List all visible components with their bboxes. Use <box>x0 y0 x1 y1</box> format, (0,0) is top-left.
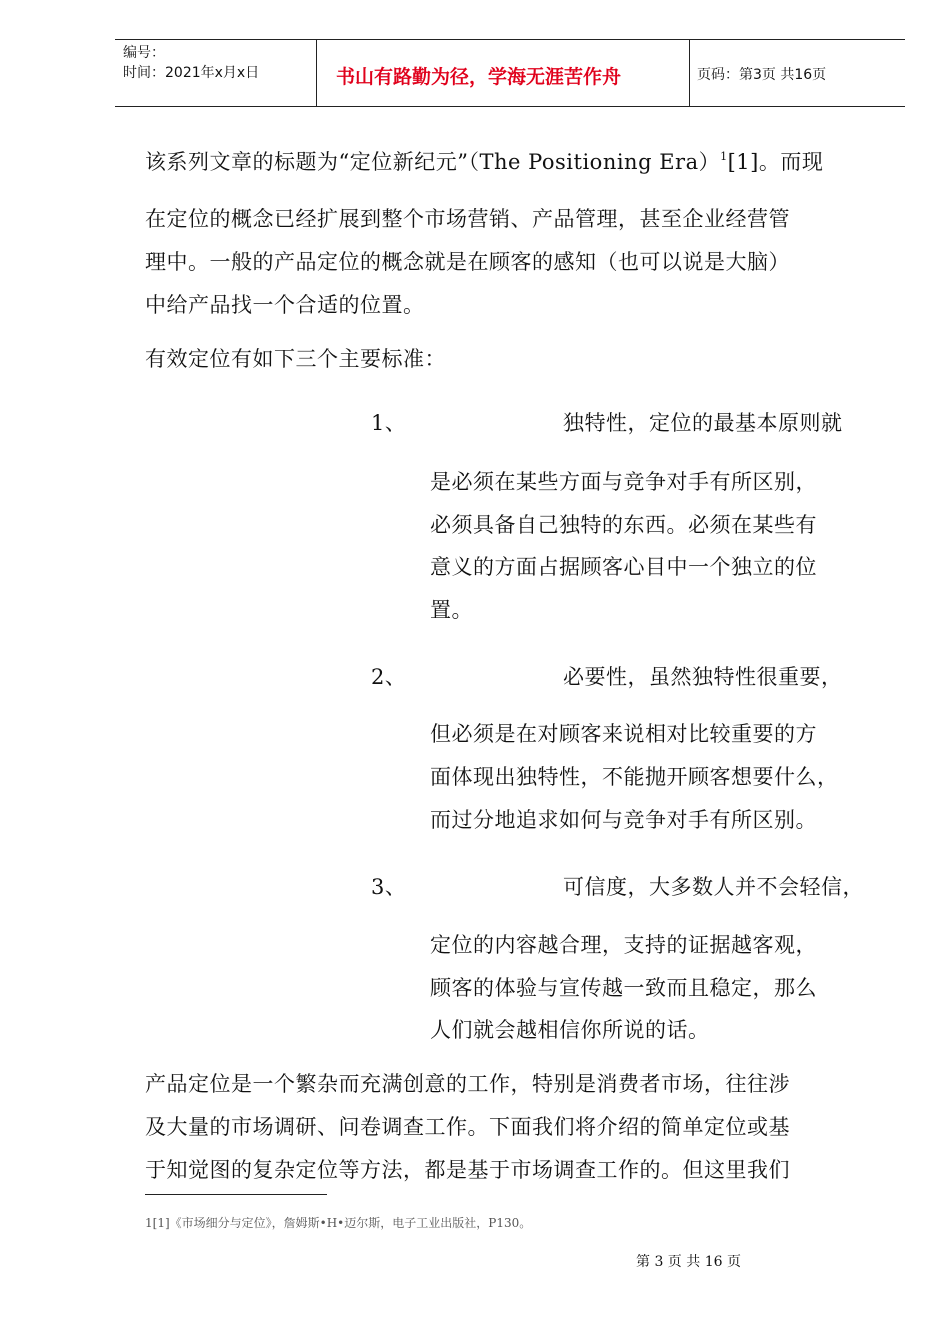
item-2-number: 2、 <box>371 665 407 689</box>
header-top-rule <box>115 39 905 40</box>
header-bottom-rule <box>115 106 905 107</box>
closing-line-2: 及大量的市场调研、问卷调查工作。下面我们将介绍的简单定位或基 <box>145 1115 790 1139</box>
item-3-line-2: 顾客的体验与宣传越一致而且稳定，那么 <box>430 976 817 1000</box>
header-divider-left <box>316 39 317 107</box>
item-2-line-3: 而过分地追求如何与竞争对手有所区别。 <box>430 808 817 832</box>
item-2-line-1: 但必须是在对顾客来说相对比较重要的方 <box>430 722 817 746</box>
item-3-line-3: 人们就会越相信你所说的话。 <box>430 1018 710 1042</box>
item-1-line-2: 必须具备自己独特的东西。必须在某些有 <box>430 513 817 537</box>
item-1-number: 1、 <box>371 411 407 435</box>
intro-line-4: 中给产品找一个合适的位置。 <box>145 293 425 317</box>
header-time-label: 时间：2021年x月x日 <box>123 65 260 81</box>
footer-page-number: 第 3 页 共 16 页 <box>636 1254 741 1270</box>
item-1-line-1: 是必须在某些方面与竞争对手有所区别， <box>430 470 817 494</box>
intro-line-2: 在定位的概念已经扩展到整个市场营销、产品管理，甚至企业经营管 <box>145 207 790 231</box>
standards-lead: 有效定位有如下三个主要标准： <box>145 347 446 371</box>
footnote-text: 1[1]《市场细分与定位》，詹姆斯•H•迈尔斯，电子工业出版社，P130。 <box>145 1216 532 1230</box>
item-3-line-1: 定位的内容越合理，支持的证据越客观， <box>430 933 817 957</box>
footnote-reference-mark[interactable]: 1 <box>720 150 728 163</box>
item-1-line-4: 置。 <box>430 598 473 622</box>
header-divider-right <box>689 39 690 107</box>
item-1-line-3: 意义的方面占据顾客心目中一个独立的位 <box>430 555 817 579</box>
footnote-separator <box>145 1194 327 1195</box>
item-3-number: 3、 <box>371 875 407 899</box>
intro-line-1 <box>145 146 823 176</box>
header-number-label: 编号： <box>123 45 165 61</box>
intro-line-1-text-b: [1]。而现 <box>727 150 824 174</box>
intro-line-3: 理中。一般的产品定位的概念就是在顾客的感知（也可以说是大脑） <box>145 250 790 274</box>
item-1-heading: 独特性，定位的最基本原则就 <box>563 411 843 435</box>
item-2-line-2: 面体现出独特性，不能抛开顾客想要什么， <box>430 765 839 789</box>
item-2-heading: 必要性，虽然独特性很重要， <box>563 665 843 689</box>
header-page-label: 页码：第3页 共16页 <box>697 67 827 83</box>
intro-line-1-text-a: 该系列文章的标题为“定位新纪元”（The Positioning Era） <box>145 150 721 174</box>
header-motto: 书山有路勤为径，学海无涯苦作舟 <box>336 66 622 88</box>
closing-line-1: 产品定位是一个繁杂而充满创意的工作，特别是消费者市场，往往涉 <box>145 1072 790 1096</box>
item-3-heading: 可信度，大多数人并不会轻信， <box>563 875 864 899</box>
closing-line-3: 于知觉图的复杂定位等方法，都是基于市场调查工作的。但这里我们 <box>145 1158 790 1182</box>
